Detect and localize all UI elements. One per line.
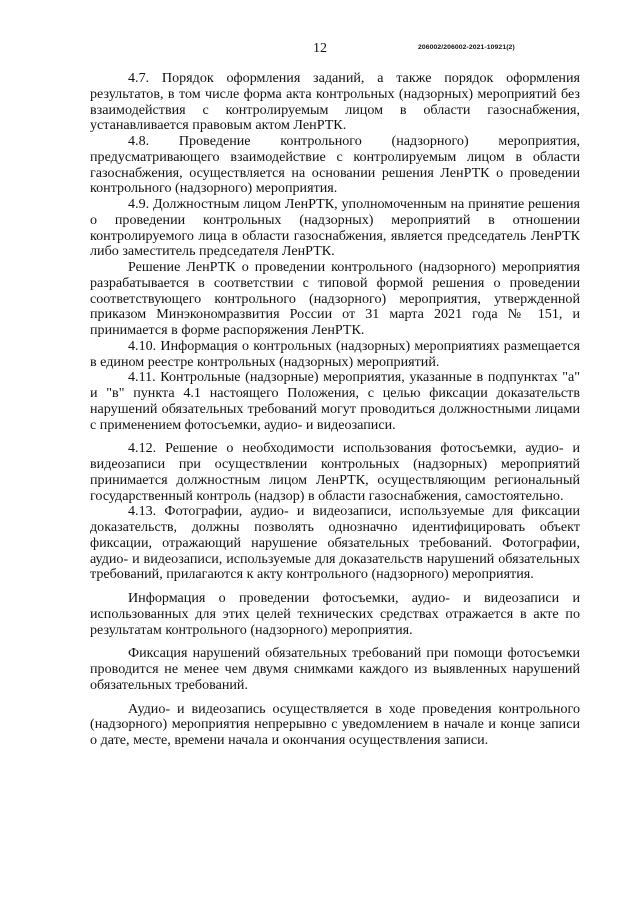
document-code: 206002/206002-2021-10921(2) (418, 44, 515, 51)
paragraph-recording-info: Информация о проведении фотосъемки, аудио- и видеозаписи и использованных для этих целей технических средствах отражается в акте по результатам контрольного (надзорного) мероприятия. (90, 590, 580, 638)
paragraph-4-10: 4.10. Информация о контрольных (надзорных) мероприятиях размещается в едином реестре контрольных (надзорных) мероприятий. (90, 337, 580, 370)
paragraph-audio-video-recording: Аудио- и видеозапись осуществляется в ходе проведения контрольного (надзорного) мероприятия непрерывно с уведомлением в начале и конце записи о дате, месте, времени начала и окончания осуществления записи. (90, 700, 580, 748)
paragraph-4-9: 4.9. Должностным лицом ЛенРТК, уполномоченным на принятие решения о проведении контрольных (надзорных) мероприятий в отношении контролируемого лица в области газоснабжения, является председатель ЛенРТК либо заместитель председателя ЛенРТК. (90, 196, 580, 260)
paragraph-4-13: 4.13. Фотографии, аудио- и видеозаписи, используемые для фиксации доказательств, должны позволять однозначно идентифицировать объект фиксации, отражающий нарушение обязательных требований. Фотографии, аудио- и видеозаписи, используемые для доказательств нарушений обязательных требований, прилагаются к акту контрольного (надзорного) мероприятия. (90, 503, 580, 583)
paragraph-4-8: 4.8. Проведение контрольного (надзорного) мероприятия, предусматривающего взаимодействие с контролируемым лицом в области газоснабжения, осуществляется на основании решения ЛенРТК о проведении контрольного (надзорного) мероприятия. (90, 133, 580, 197)
paragraph-4-11: 4.11. Контрольные (надзорные) мероприятия, указанные в подпунктах "а" и "в" пункта 4.1 настоящего Положения, с целью фиксации доказательств нарушений обязательных требований могут проводиться должностными лицами с применением фотосъемки, аудио- и видеозаписи. (90, 369, 580, 433)
document-body (90, 71, 580, 749)
paragraph-decision-form: Решение ЛенРТК о проведении контрольного (надзорного) мероприятия разрабатывается в соответствии с типовой формой решения о проведении соответствующего контрольного (надзорного) мероприятия, утвержденной приказом Минэкономразвития России от 31 марта 2021 года № 151, и принимается в форме распоряжения ЛенРТК. (90, 259, 580, 338)
paragraph-4-7: 4.7. Порядок оформления заданий, а также порядок оформления результатов, в том числе форма акта контрольных (надзорных) мероприятий без взаимодействия с контролируемым лицом в области газоснабжения, устанавливается правовым актом ЛенРТК. (90, 70, 580, 134)
paragraph-photo-fixation: Фиксация нарушений обязательных требований при помощи фотосъемки проводится не менее чем двумя снимками каждого из выявленных нарушений обязательных требований. (90, 645, 580, 693)
page-number: 12 (313, 41, 327, 56)
paragraph-4-12: 4.12. Решение о необходимости использования фотосъемки, аудио- и видеозаписи при осуществлении контрольных (надзорных) мероприятий принимается должностным лицом ЛенРТК, осуществляющим региональный государственный контроль (надзор) в области газоснабжения, самостоятельно. (90, 440, 580, 504)
